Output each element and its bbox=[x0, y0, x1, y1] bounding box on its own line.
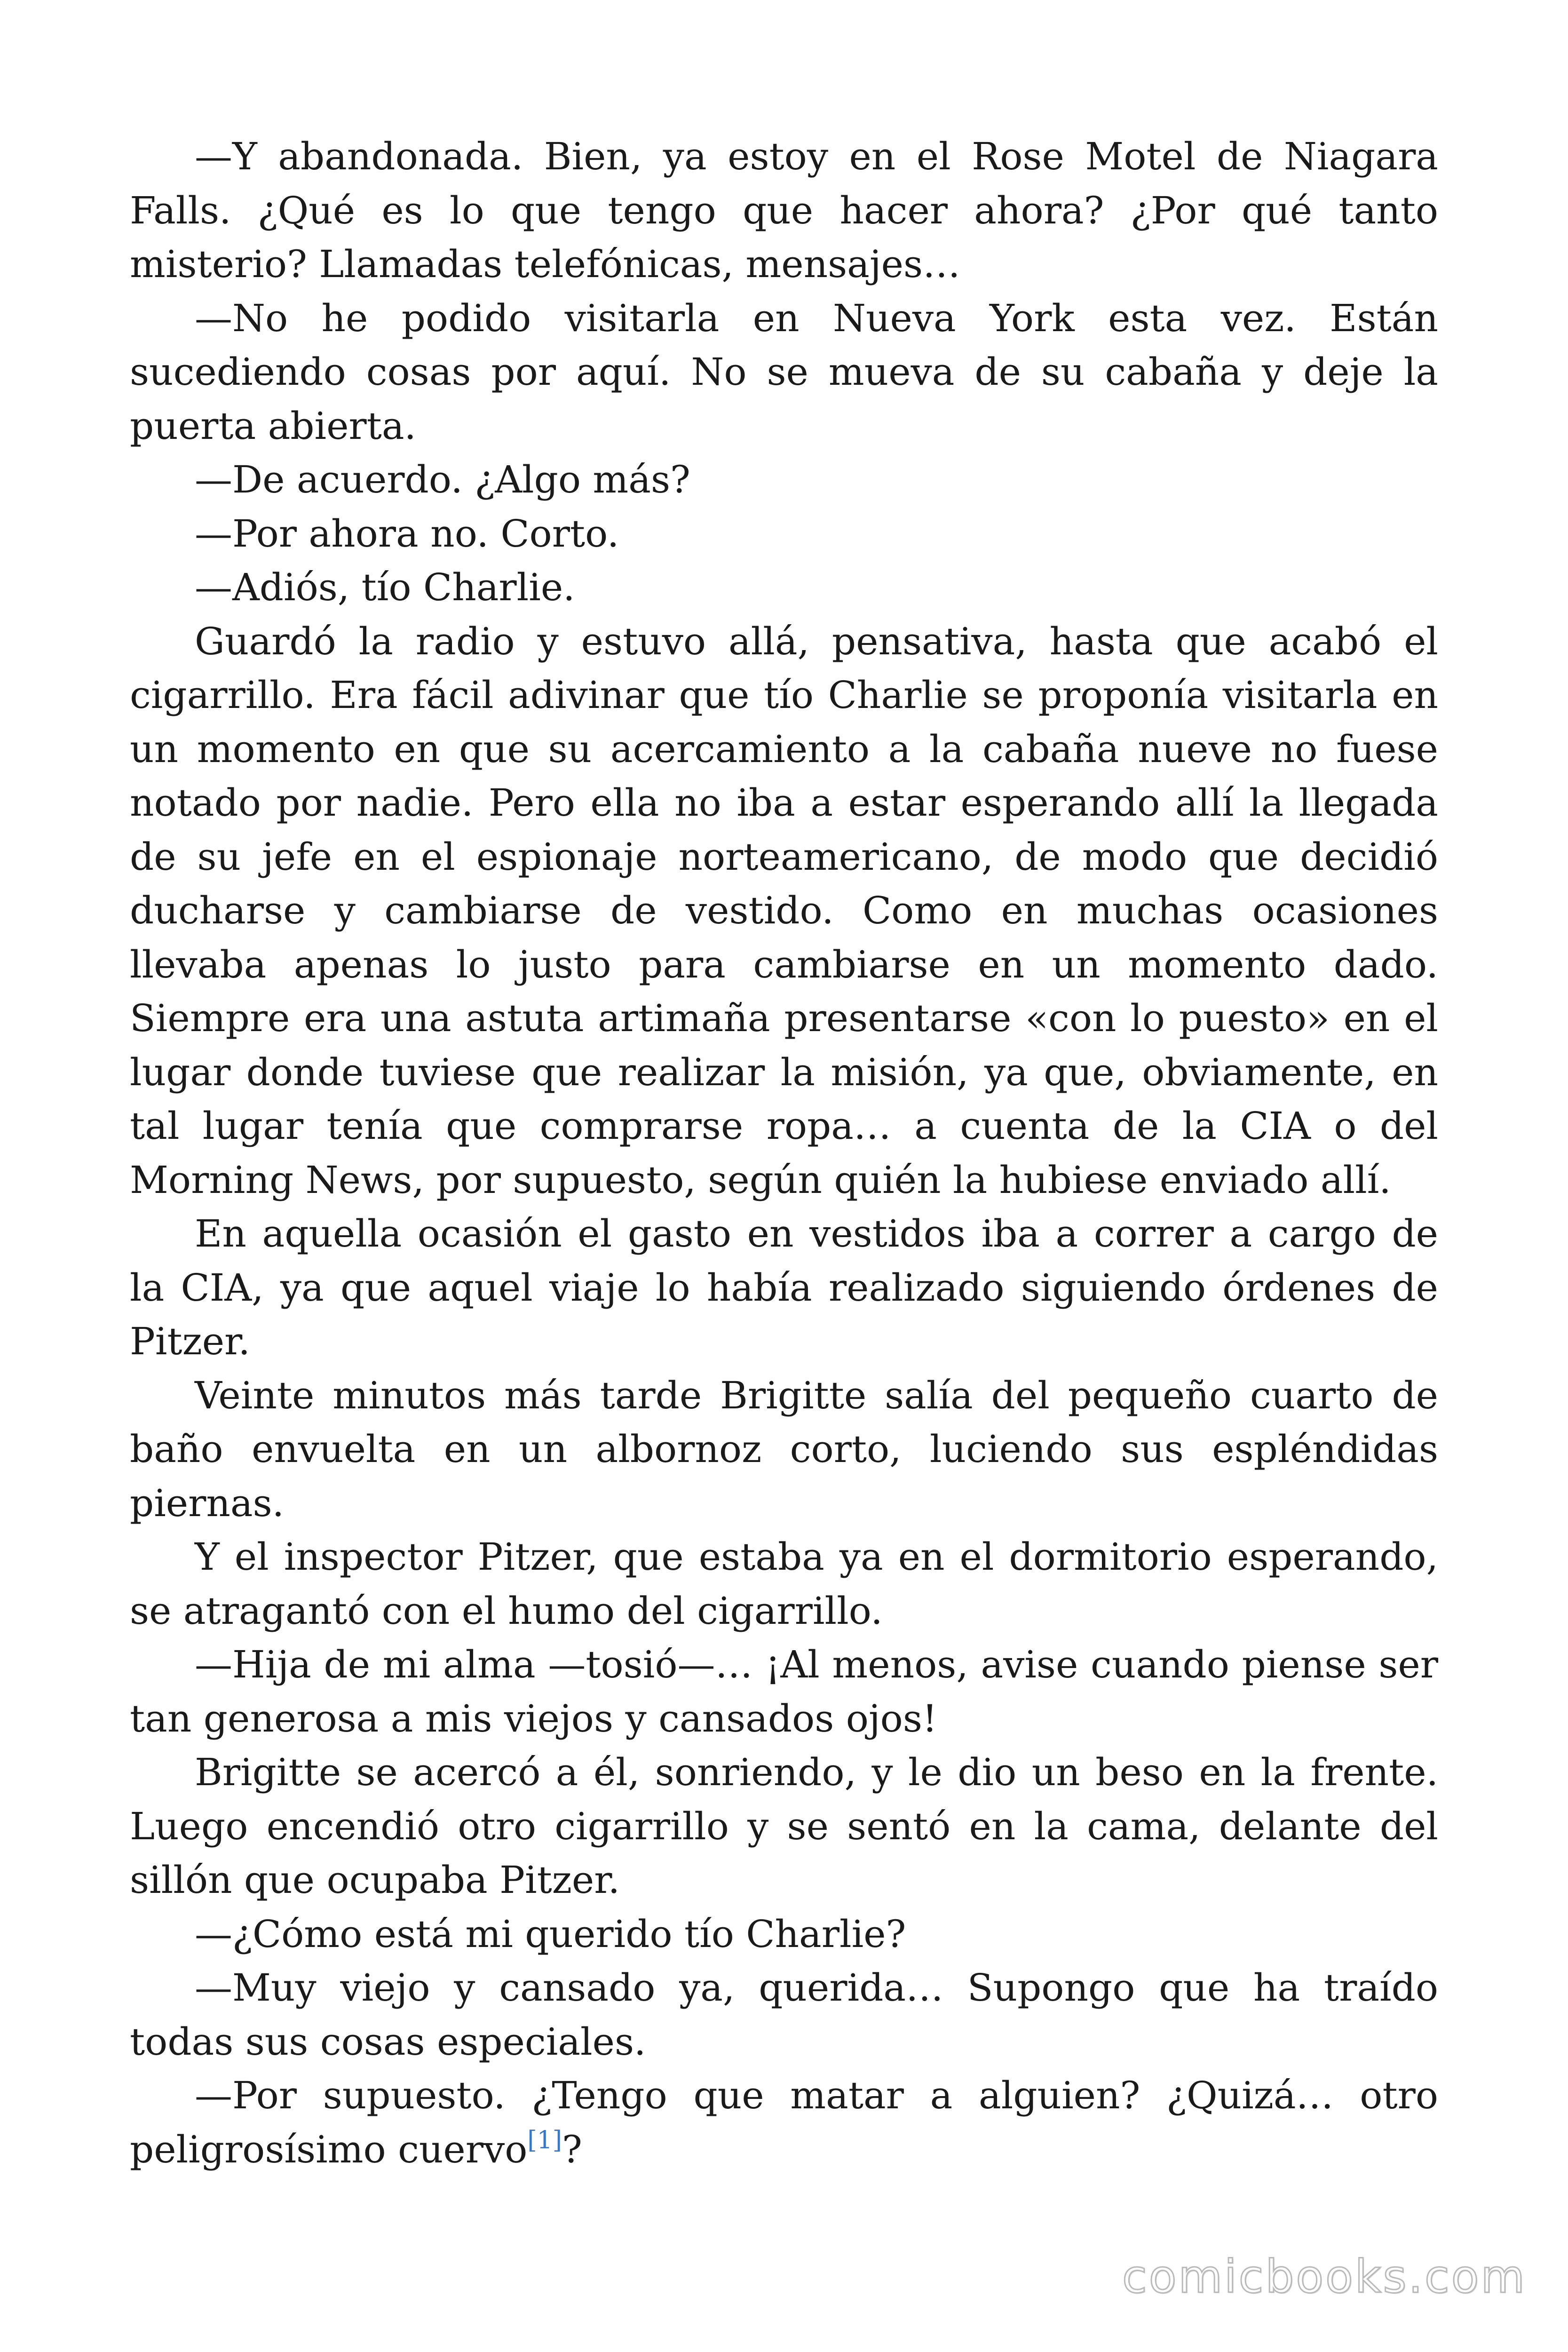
last-paragraph bbox=[130, 2069, 1438, 2177]
paragraph: —De acuerdo. ¿Algo más? bbox=[195, 458, 690, 501]
paragraph: —Por ahora no. Corto. bbox=[195, 511, 619, 556]
paragraph: —Muy viejo y cansado ya, querida… Supongo que ha traído todas sus cosas especiales. bbox=[130, 1966, 1438, 2064]
paragraph: —Adiós, tío Charlie. bbox=[195, 565, 575, 609]
paragraph: Brigitte se acercó a él, sonriendo, y le dio un beso en la frente. Luego encendió otro cigarrillo y se sentó en la cama, delante del sillón que ocupaba Pitzer. bbox=[130, 1750, 1438, 1902]
paragraph: —¿Cómo está mi querido tío Charlie? bbox=[195, 1912, 906, 1956]
paragraph: —No he podido visitarla en Nueva York esta vez. Están sucediendo cosas por aquí. No se mueva de su cabaña y deje la puerta abierta. bbox=[130, 296, 1438, 448]
paragraph: —Hija de mi alma —tosió—… ¡Al menos, avise cuando piense ser tan generosa a mis viejos y cansados ojos! bbox=[130, 1643, 1438, 1740]
paragraph: —Y abandonada. Bien, ya estoy en el Rose Motel de Niagara Falls. ¿Qué es lo que tengo que hacer ahora? ¿Por qué tanto misterio? Llamadas telefónicas, mensajes… bbox=[130, 135, 1438, 286]
footnote-link[interactable]: [1] bbox=[527, 2126, 562, 2154]
paragraph: Y el inspector Pitzer, que estaba ya en el dormitorio esperando, se atragantó con el humo del cigarrillo. bbox=[130, 1535, 1438, 1633]
last-paragraph-trailing: ? bbox=[562, 2127, 582, 2171]
page-body bbox=[130, 130, 1438, 2177]
watermark-logo: comicbooks.com bbox=[1122, 2250, 1527, 2303]
last-paragraph-text: —Por supuesto. ¿Tengo que matar a alguien? ¿Quizá… otro peligrosísimo cuervo bbox=[130, 2074, 1438, 2171]
paragraph: Veinte minutos más tarde Brigitte salía del pequeño cuarto de baño envuelta en un albornoz corto, luciendo sus espléndidas piernas. bbox=[130, 1373, 1438, 1525]
paragraph: Guardó la radio y estuvo allá, pensativa, hasta que acabó el cigarrillo. Era fácil adivinar que tío Charlie se proponía visitarla en un momento en que su acercamiento a la cabaña nueve no fuese notado por nadie. Pero ella no iba a estar esperando allí la llegada de su jefe en el espionaje norteamericano, de modo que decidió ducharse y cambiarse de vestido. Como en muchas ocasiones llevaba apenas lo justo para cambiarse en un momento dado. Siempre era una astuta artimaña presentarse «con lo puesto» en el lugar donde tuviese que realizar la misión, ya que, obviamente, en tal lugar tenía que comprarse ropa… a cuenta de la CIA o del Morning News, por supuesto, según quién la hubiese enviado allí. bbox=[130, 619, 1438, 1202]
paragraph: En aquella ocasión el gasto en vestidos iba a correr a cargo de la CIA, ya que aquel viaje lo había realizado siguiendo órdenes de Pitzer. bbox=[130, 1212, 1438, 1363]
